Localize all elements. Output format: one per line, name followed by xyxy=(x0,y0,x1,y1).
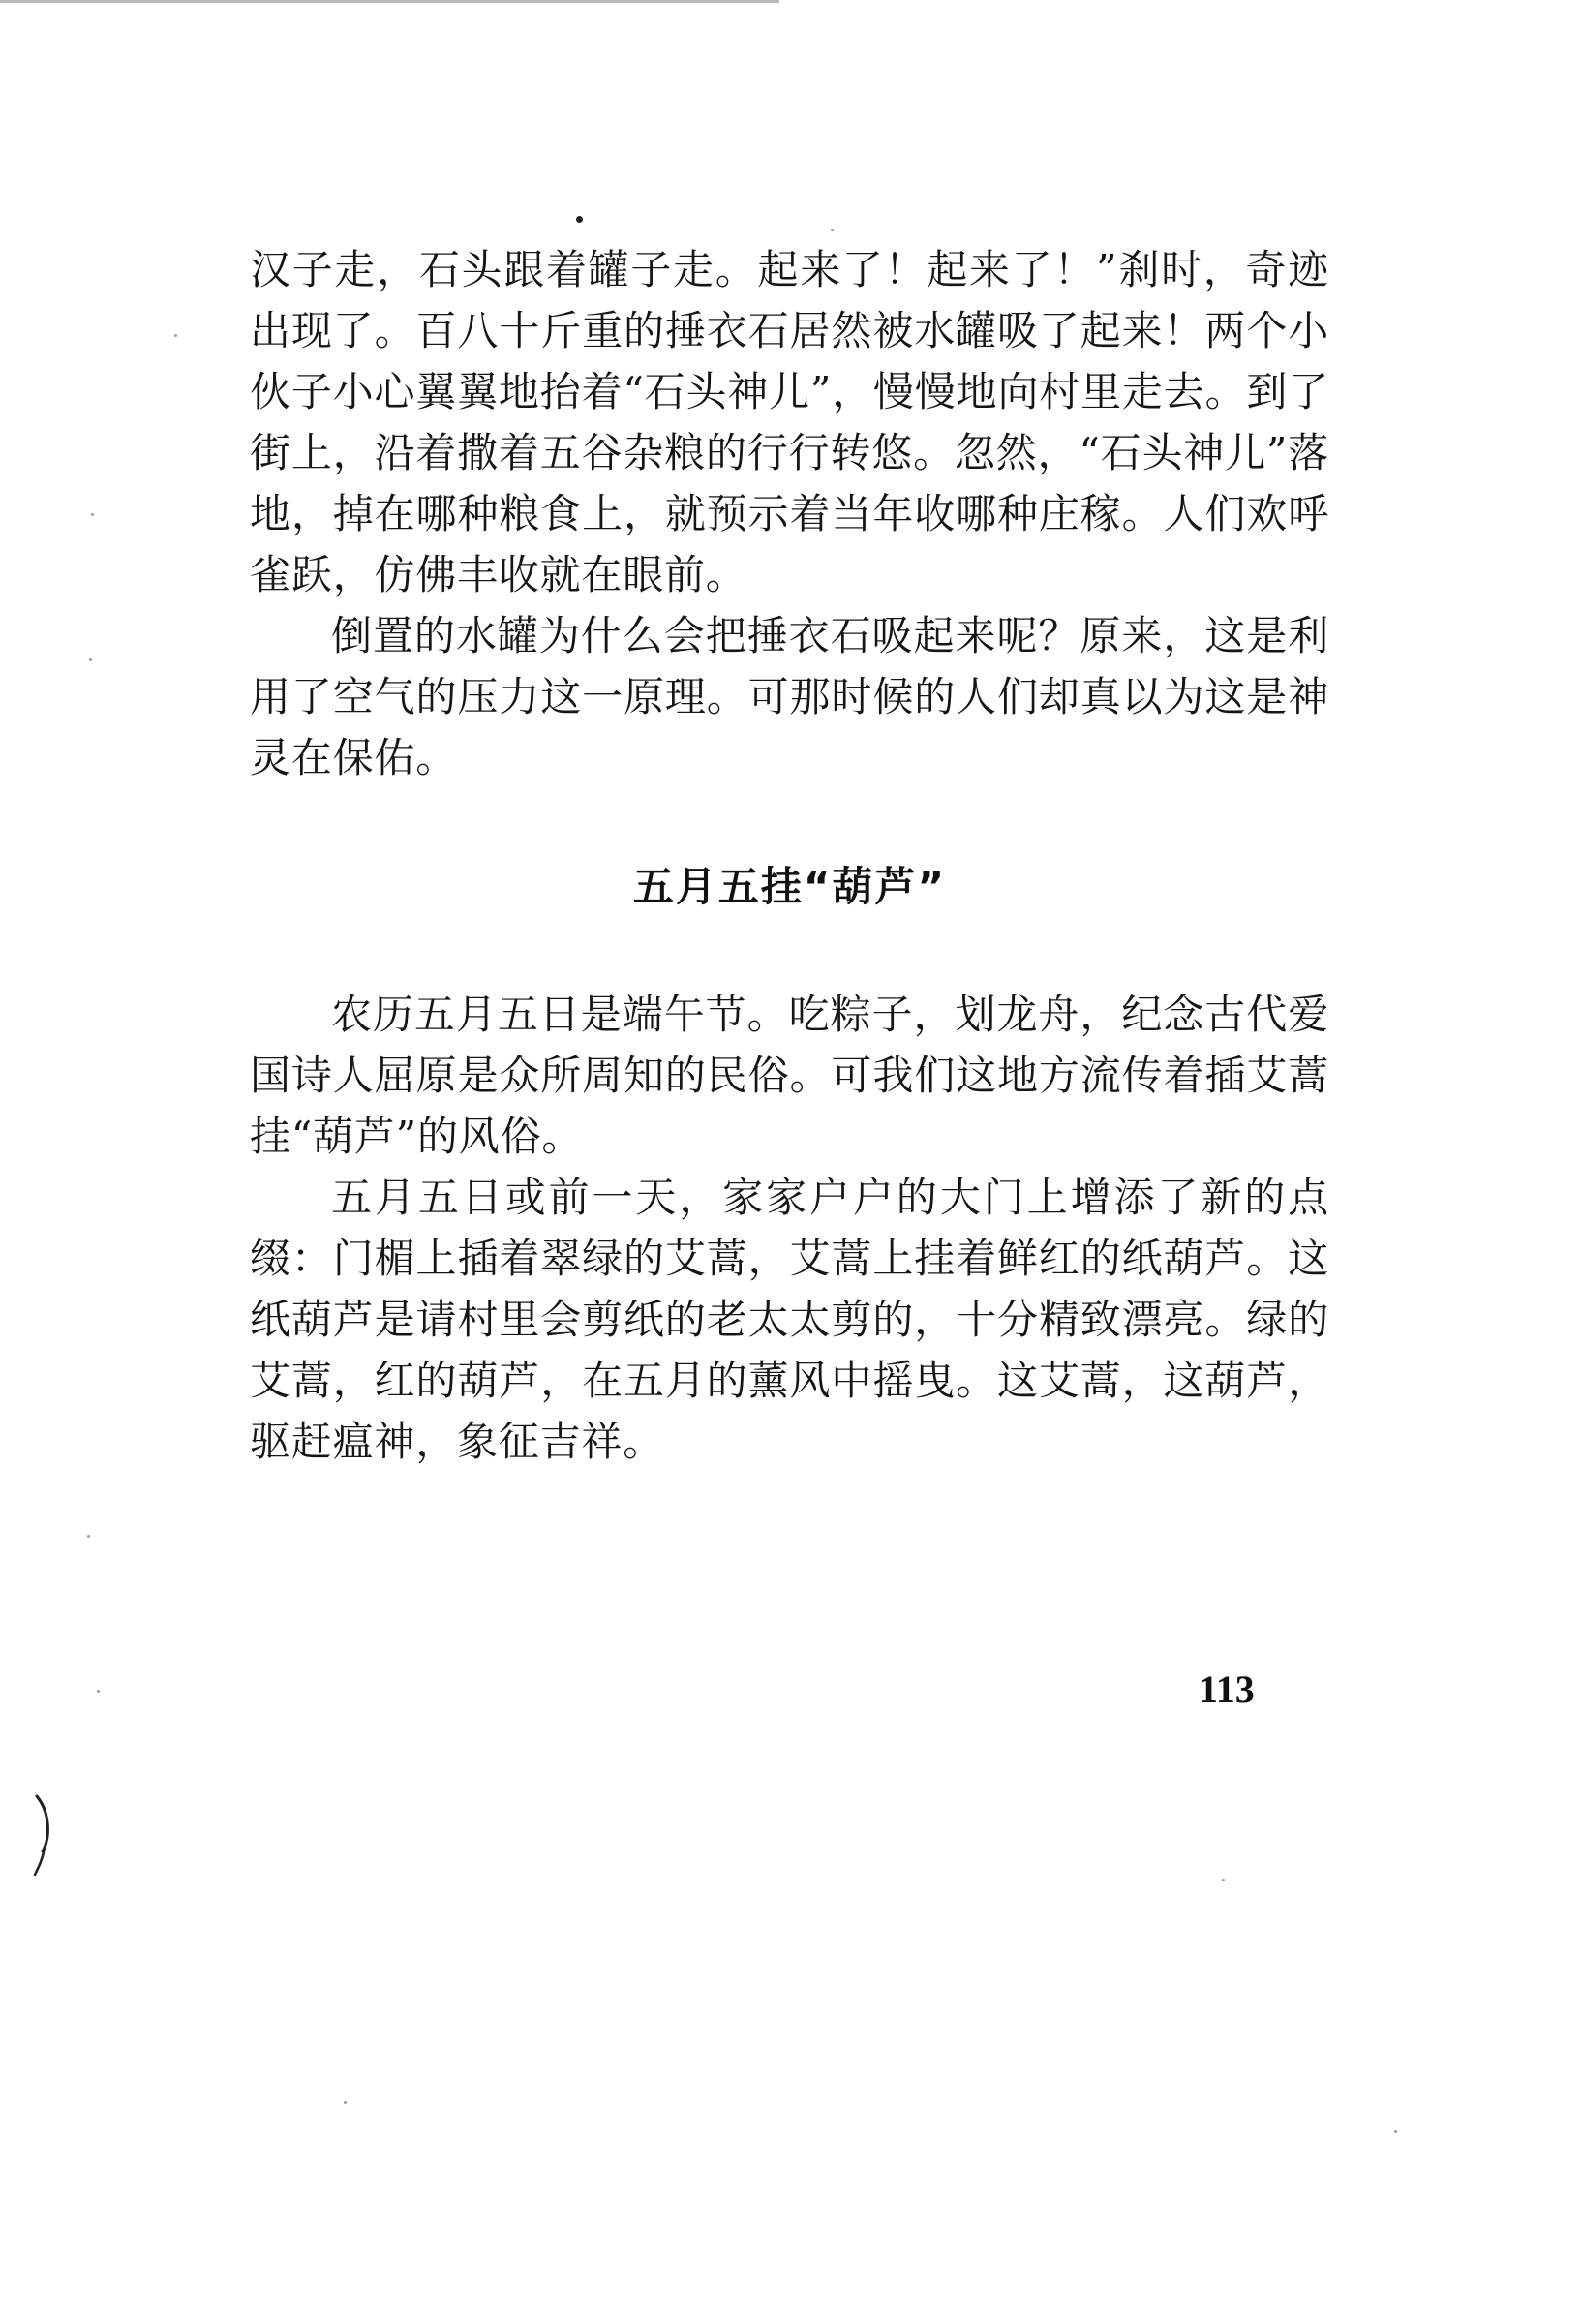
scan-speck xyxy=(1394,2130,1397,2133)
scan-speck xyxy=(1222,1879,1225,1881)
paragraph-explanation: 倒置的水罐为什么会把捶衣石吸起来呢？原来，这是利用了空气的压力这一原理。可那时候的人们却真以为这是神灵在保佑。 xyxy=(250,612,1329,781)
section-title: 五月五挂“葫芦” xyxy=(632,863,947,910)
paragraph-continued: 汉子走，石头跟着罐子走。起来了！起来了！”刹时，奇迹出现了。百八十斤重的捶衣石居然被水罐吸了起来！两个小伙子小心翼翼地抬着“石头神儿”，慢慢地向村里走去。到了街上，沿着撒着五谷杂粮的行行转悠。忽然，“石头神儿”落地，掉在哪种粮食上，就预示着当年收哪种庄稼。人们欢呼雀跃，仿佛丰收就在眼前。 xyxy=(250,246,1329,598)
scan-speck xyxy=(344,2101,347,2104)
paragraph-dragon-boat-festival: 农历五月五日是端午节。吃粽子，划龙舟，纪念古代爱国诗人屈原是众所周知的民俗。可我们这地方流传着插艾蒿挂“葫芦”的风俗。 xyxy=(250,991,1329,1160)
scan-speck xyxy=(87,1535,90,1538)
scan-speck xyxy=(97,1690,100,1693)
page-number: 113 xyxy=(1199,1667,1255,1711)
scan-speck xyxy=(831,229,834,231)
paragraph-gourd-decoration: 五月五日或前一天，家家户户的大门上增添了新的点缀：门楣上插着翠绿的艾蒿，艾蒿上挂着鲜红的纸葫芦。这纸葫芦是请村里会剪纸的老太太剪的，十分精致漂亮。绿的艾蒿，红的葫芦，在五月的薰风中摇曳。这艾蒿，这葫芦，驱赶瘟神，象征吉祥。 xyxy=(250,1174,1329,1465)
ink-dot xyxy=(576,216,583,223)
scan-speck xyxy=(89,658,92,661)
page-text xyxy=(250,239,1329,1472)
scan-speck xyxy=(174,334,177,337)
binding-edge-mark xyxy=(27,1791,66,1879)
scan-speck xyxy=(91,513,94,516)
scan-top-edge-line xyxy=(0,0,779,3)
